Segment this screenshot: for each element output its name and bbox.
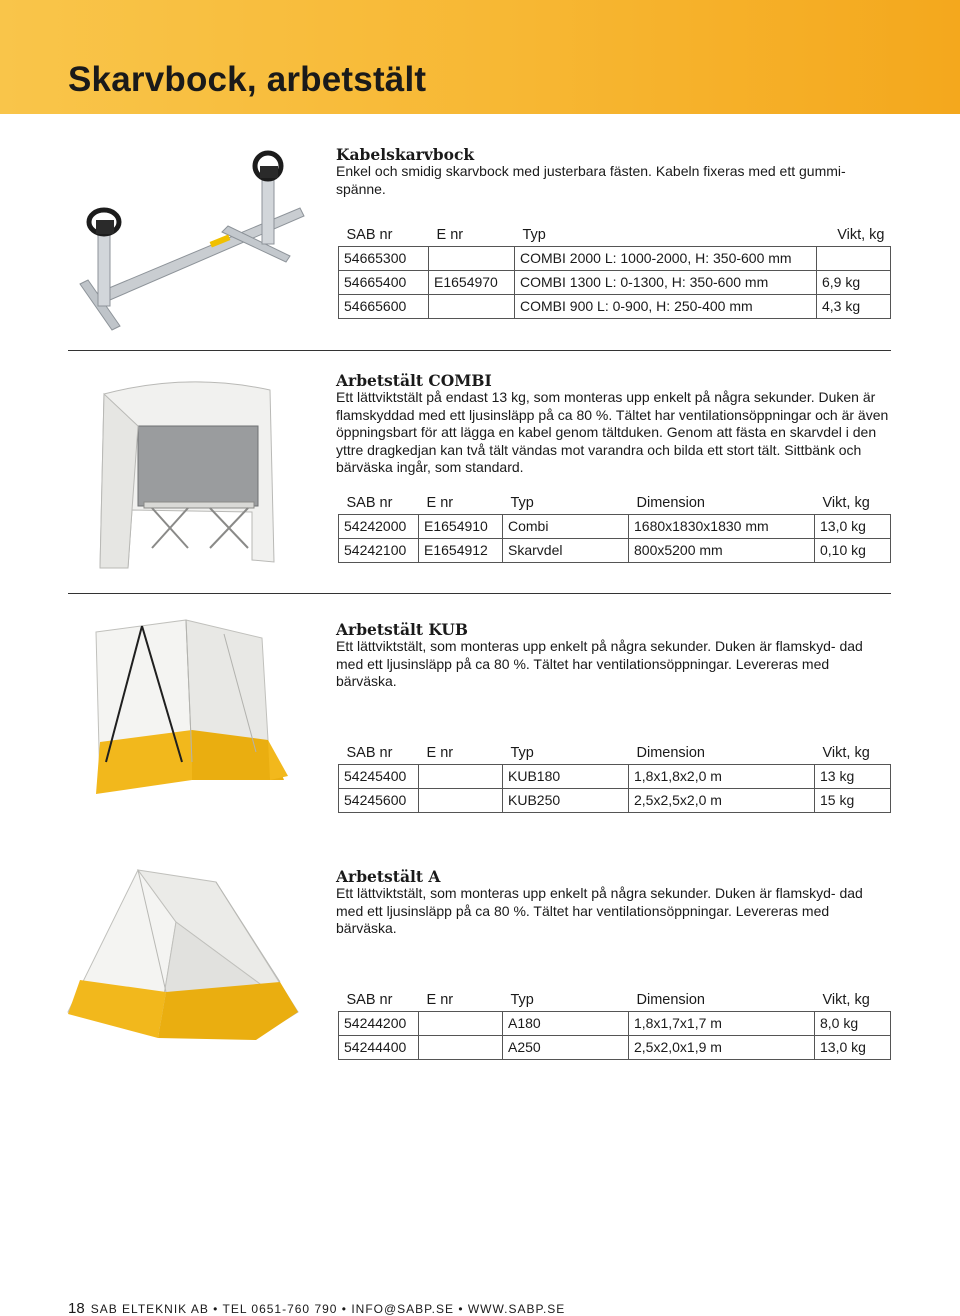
product-description: Ett lättviktstält, som monteras upp enkelt på några sekunder. Duken är flamskyd- dad med ett ljusinsläpp på ca 80 %. Tältet har ventilationsöppningar. Levereras med bärväska. [336,885,863,936]
table-cell: 54665600 [339,294,429,318]
table-header [339,742,891,764]
table-row [339,538,891,562]
footer-contact: SAB ELTEKNIK AB • TEL 0651-760 790 • INFO@SABP.SE • WWW.SABP.SE [90,1302,566,1316]
table-cell [419,1011,503,1035]
table-cell: 54242100 [339,538,419,562]
column-header: Dimension [636,494,705,511]
table-cell [817,246,891,270]
page-number: 18 [68,1300,85,1316]
table-cell: E1654912 [419,538,503,562]
table-cell: 13,0 kg [815,1035,891,1059]
table-cell [419,1035,503,1059]
table-row [339,294,891,318]
table-cell: 8,0 kg [815,1011,891,1035]
table-cell: E1654970 [429,270,515,294]
table-cell [419,788,503,812]
column-header: Dimension [636,991,705,1008]
product-description: Ett lättviktstält på endast 13 kg, som monteras upp enkelt på några sekunder. Duken är flamskyddad med ett ljusinsläpp på ca 80 %. Tältet har ventilationsöppningar och är även öppningsbart för att lägga en kabel genom tältduken. Genom att fästa en skarvdel i den yttre dragkedjan kan två tält vändas mot varandra och bilda ett stort tält. Sittbänk och bärväska ingår, som standard. [336,389,889,475]
table-cell: COMBI 900 L: 0-900, H: 250-400 mm [515,294,817,318]
column-header: Typ [522,226,546,243]
table-cell: 54244200 [339,1011,419,1035]
column-header: Typ [510,494,534,511]
table-cell: 1680x1830x1830 mm [629,514,815,538]
table-header [339,989,891,1011]
page-footer [68,1300,565,1316]
spec-table [338,224,891,319]
table-cell: 54242000 [339,514,419,538]
column-header: E nr [426,744,454,761]
column-header: Vikt, kg [822,494,870,511]
section-divider [68,350,891,351]
table-cell: A180 [503,1011,629,1035]
table-header [339,224,891,246]
spec-table [338,989,891,1060]
column-header: Typ [510,744,534,761]
table-cell: COMBI 1300 L: 0-1300, H: 350-600 mm [515,270,817,294]
table-cell: 4,3 kg [817,294,891,318]
product-title: Arbetstält KUB [336,620,468,639]
column-header: SAB nr [346,226,393,243]
table-cell: 0,10 kg [815,538,891,562]
column-header: SAB nr [346,991,393,1008]
column-header: E nr [426,494,454,511]
column-header: SAB nr [346,744,393,761]
table-cell: 54244400 [339,1035,419,1059]
table-cell: Combi [503,514,629,538]
cable-splice-stand-photo [72,144,312,344]
table-row [339,246,891,270]
table-cell: KUB250 [503,788,629,812]
spec-table [338,492,891,563]
table-row [339,788,891,812]
table-cell: 2,5x2,5x2,0 m [629,788,815,812]
table-cell: 2,5x2,0x1,9 m [629,1035,815,1059]
table-cell: KUB180 [503,764,629,788]
table-cell: E1654910 [419,514,503,538]
column-header: E nr [436,226,464,243]
table-row [339,764,891,788]
table-cell: 6,9 kg [817,270,891,294]
table-cell: 15 kg [815,788,891,812]
table-cell: Skarvdel [503,538,629,562]
table-cell [429,294,515,318]
table-cell: 13,0 kg [815,514,891,538]
product-description: Enkel och smidig skarvbock med justerbara fästen. Kabeln fixeras med ett gummi- spänne. [336,163,846,197]
column-header: Typ [510,991,534,1008]
table-cell: 54245600 [339,788,419,812]
column-header: Vikt, kg [822,744,870,761]
product-title: Arbetstält COMBI [336,371,492,390]
column-header: SAB nr [346,494,393,511]
table-cell: 800x5200 mm [629,538,815,562]
table-header [339,492,891,514]
table-row [339,1035,891,1059]
page-title: Skarvbock, arbetstält [68,60,427,99]
table-cell: 1,8x1,8x2,0 m [629,764,815,788]
table-row [339,514,891,538]
table-row [339,270,891,294]
a-tent-photo [66,862,302,1052]
section-divider [68,593,891,594]
table-cell: 1,8x1,7x1,7 m [629,1011,815,1035]
kub-tent-photo [66,612,290,802]
table-cell: 54665400 [339,270,429,294]
table-cell [429,246,515,270]
table-cell: 54665300 [339,246,429,270]
product-description: Ett lättviktstält, som monteras upp enkelt på några sekunder. Duken är flamskyd- dad med ett ljusinsläpp på ca 80 %. Tältet har ventilationsöppningar. Levereras med bärväska. [336,638,863,689]
column-header: Dimension [636,744,705,761]
column-header: Vikt, kg [822,991,870,1008]
table-cell: 54245400 [339,764,419,788]
column-header: Vikt, kg [837,226,885,243]
combi-tent-photo [92,372,282,572]
column-header: E nr [426,991,454,1008]
table-cell: COMBI 2000 L: 1000-2000, H: 350-600 mm [515,246,817,270]
product-title: Kabelskarvbock [336,145,475,164]
product-title: Arbetstält A [336,867,441,886]
table-cell: A250 [503,1035,629,1059]
table-cell: 13 kg [815,764,891,788]
table-row [339,1011,891,1035]
table-cell [419,764,503,788]
spec-table [338,742,891,813]
